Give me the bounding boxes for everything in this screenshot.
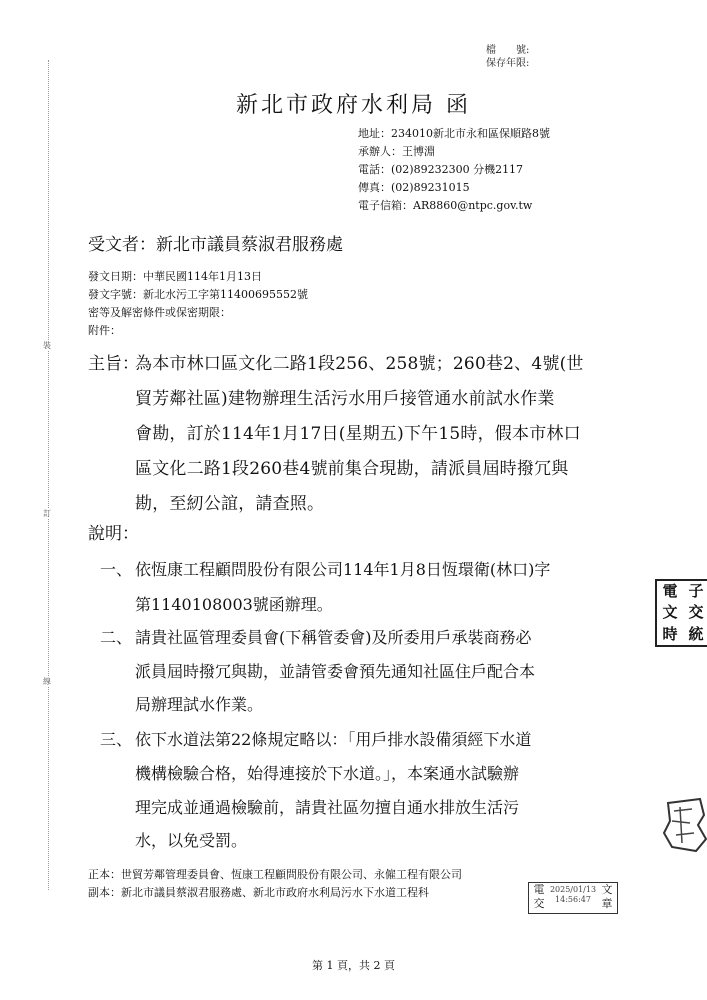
subject-line: 勘，至紉公誼，請查照。 <box>135 494 325 514</box>
binding-mark-zhuang: 裝 <box>43 341 51 350</box>
item-marker: 一、 <box>100 560 133 579</box>
item-line: 請貴社區管理委員會(下稱管委會)及所委用戶承裝商務必 <box>135 628 532 647</box>
retention-period-label: 保存年限: <box>486 58 530 69</box>
exchange-timestamp-stamp <box>528 882 618 914</box>
item-marker: 三、 <box>100 730 133 749</box>
contact-fax: 傳真：(02)89231015 <box>358 181 470 194</box>
subject-line: 為本市林口區文化二路1段256、258號；260巷2、4號(世 <box>135 354 584 374</box>
attachment-label: 附件： <box>88 324 121 337</box>
stamp-char: 統 <box>688 624 704 643</box>
contact-email: 電子信箱：AR8860@ntpc.gov.tw <box>358 199 533 212</box>
item-line: 派員屆時撥冗與勘，並請管委會預先通知社區住戶配合本 <box>135 662 536 681</box>
stamp-date: 2025/01/13 <box>549 885 597 894</box>
item-line: 依下水道法第22條規定略以：「用戶排水設備須經下水道 <box>135 730 532 749</box>
item-line: 依恆康工程顧問股份有限公司114年1月8日恆環衛(林口)字 <box>135 560 551 579</box>
explanation-label: 說明： <box>88 524 139 544</box>
document-title: 新北市政府水利局 函 <box>236 93 471 118</box>
binding-mark-ding: 訂 <box>43 509 51 518</box>
subject-line: 會勘，訂於114年1月17日(星期五)下午15時，假本市林口 <box>135 424 581 444</box>
secrecy-level: 密等及解密條件或保密期限： <box>88 306 231 319</box>
recipient: 受文者：新北市議員蔡淑君服務處 <box>88 235 343 255</box>
archive-number-label: 檔 號: <box>486 45 530 56</box>
contact-phone: 電話：(02)89232300 分機2117 <box>358 163 524 176</box>
item-line: 水，以免受罰。 <box>135 831 248 850</box>
item-line: 第1140108003號函辦理。 <box>135 595 333 614</box>
stamp-char: 文 <box>601 883 613 896</box>
original-recipients: 正本：世貿芳鄰管理委員會、恆康工程顧問股份有限公司、永僱工程有限公司 <box>88 868 462 881</box>
stamp-char: 文 <box>662 603 678 622</box>
stamp-char: 交 <box>688 603 704 622</box>
seal-fragment-icon <box>660 795 707 855</box>
document-number: 發文字號：新北水污工字第11400695552號 <box>88 288 308 301</box>
stamp-char: 章 <box>601 897 613 910</box>
page-number: 第 1 頁，共 2 頁 <box>312 959 395 972</box>
stamp-time: 14:56:47 <box>555 895 591 904</box>
copy-recipients: 副本：新北市議員蔡淑君服務處、新北市政府水利局污水下水道工程科 <box>88 886 429 899</box>
contact-address: 地址：234010新北市永和區保順路8號 <box>358 127 550 140</box>
subject-line: 區文化二路1段260巷4號前集合現勘，請派員屆時撥冗與 <box>135 459 569 479</box>
electronic-exchange-stamp <box>655 579 707 647</box>
subject-line: 貿芳鄰社區)建物辦理生活污水用戶接管通水前試水作業 <box>135 389 555 409</box>
stamp-char: 交 <box>533 897 545 910</box>
stamp-char: 電 <box>533 883 545 896</box>
binding-mark-xian: 線 <box>43 677 51 686</box>
item-line: 機構檢驗合格，始得連接於下水道。」，本案通水試驗辦 <box>135 764 520 783</box>
stamp-char: 電 <box>662 582 678 600</box>
item-line: 局辦理試水作業。 <box>135 695 264 714</box>
issue-date: 發文日期：中華民國114年1月13日 <box>88 270 262 283</box>
item-marker: 二、 <box>100 628 133 647</box>
contact-handler: 承辦人：王博淵 <box>358 145 435 158</box>
stamp-char: 時 <box>662 624 678 643</box>
subject-label: 主旨： <box>88 354 139 374</box>
item-line: 理完成並通過檢驗前，請貴社區勿擅自通水排放生活污 <box>135 798 520 817</box>
stamp-char: 子 <box>688 582 704 600</box>
binding-line <box>48 60 49 890</box>
